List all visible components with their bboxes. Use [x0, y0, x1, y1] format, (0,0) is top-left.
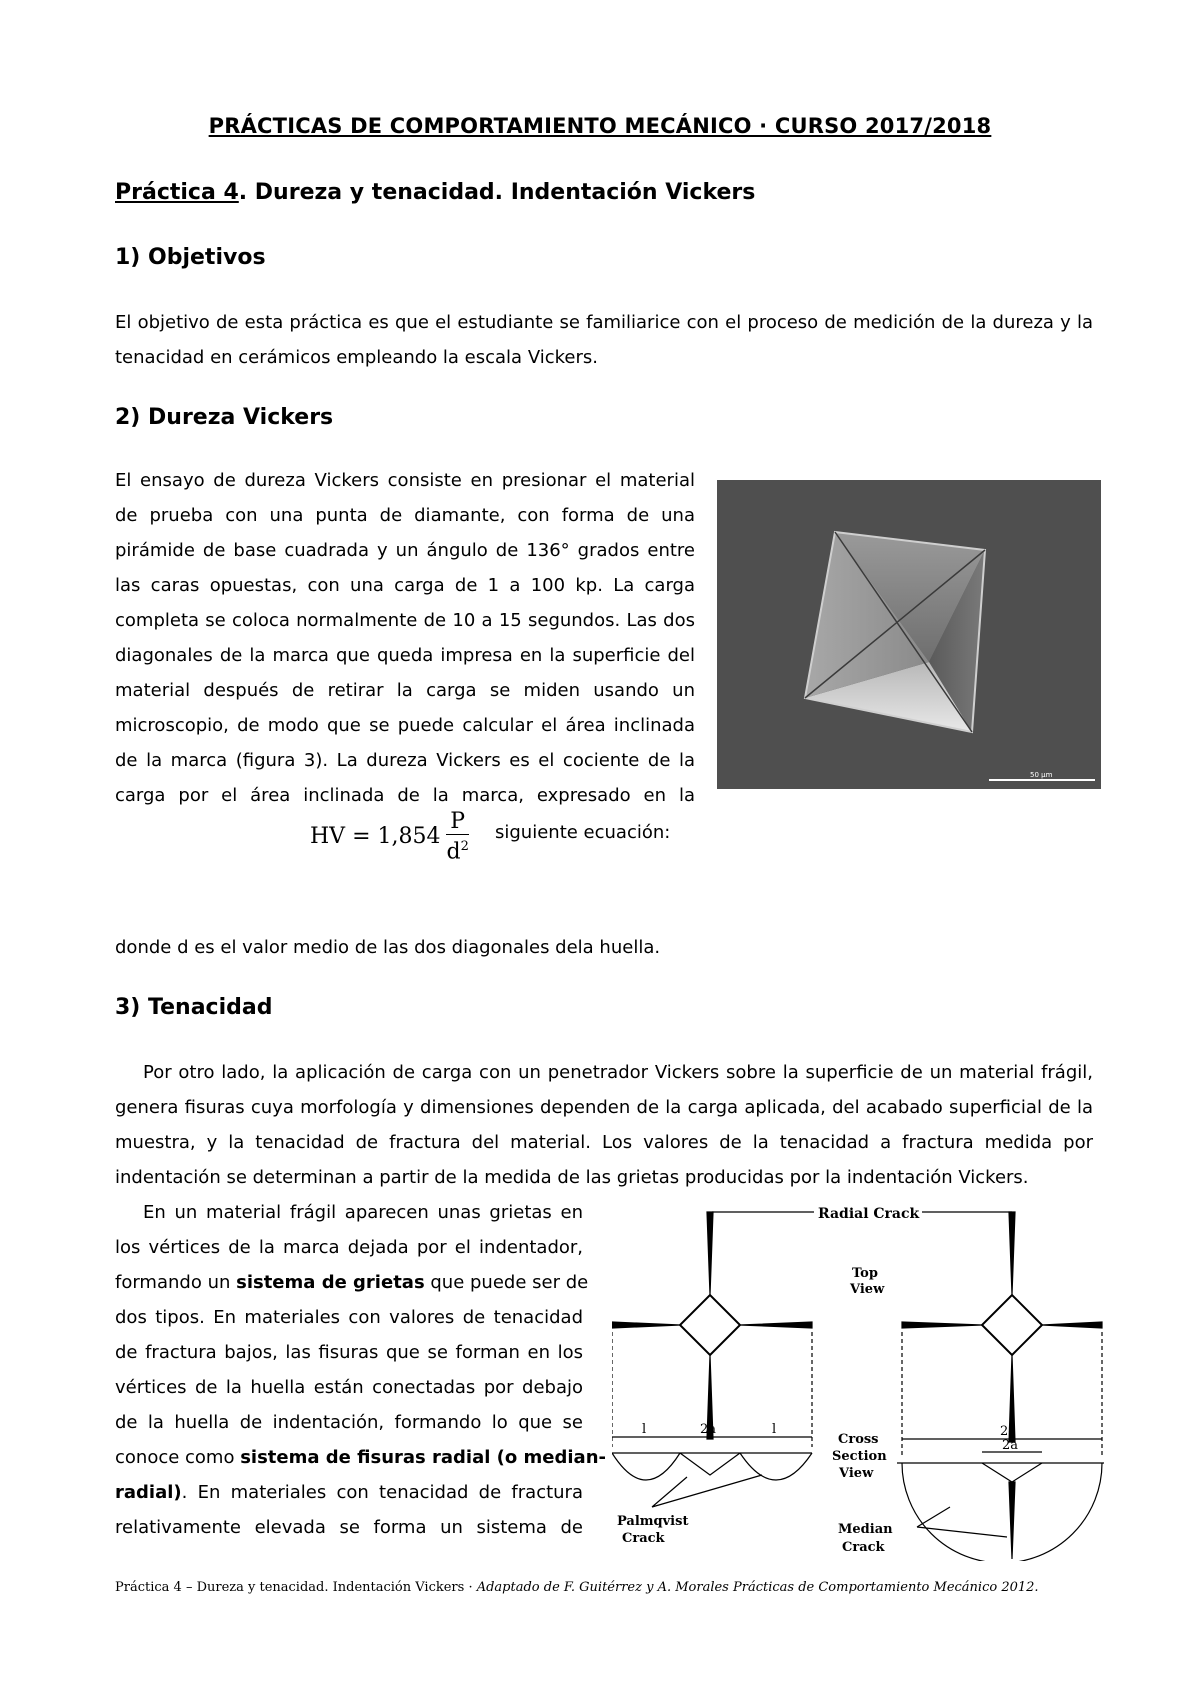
radial-cracks-left [612, 1212, 812, 1439]
label-l-right: l [772, 1422, 777, 1437]
objetivos-paragraph [115, 305, 1093, 375]
label-radial-crack: Radial Crack [818, 1207, 920, 1222]
text-line: El objetivo de esta práctica es que el estudiante se familiarice con el proceso de medición de la dureza y la [115, 312, 1093, 333]
formula-d: d [446, 839, 461, 865]
bold-term: sistema de grietas [236, 1272, 425, 1293]
text-line: indentación se determinan a partir de la medida de las grietas producidas por la indentación Vickers. [115, 1167, 1029, 1188]
label-palmqvist: Palmqvist [617, 1514, 689, 1529]
text-line [115, 1475, 583, 1510]
bold-term: sistema de fisuras radial (o median- [240, 1447, 606, 1468]
text-line: de la marca (figura 3). La dureza Vickers es el cociente de la [115, 750, 695, 771]
label-cross-view: View [839, 1466, 874, 1481]
text-line: genera fisuras cuya morfología y dimensiones dependen de la carga aplicada, del acabado superficial de la [115, 1097, 1093, 1118]
label-top: Top [852, 1266, 878, 1281]
bold-term: radial) [115, 1482, 182, 1503]
text-line: de la huella de indentación, formando lo que se [115, 1412, 583, 1433]
after-formula-text: donde d es el valor medio de las dos diagonales dela huella. [115, 937, 661, 958]
formula-exponent: 2 [460, 839, 469, 854]
text-span: que puede ser de [424, 1272, 589, 1293]
practica-heading [115, 180, 755, 205]
scale-label: 50 μm [1030, 771, 1053, 779]
footer-italic: Adaptado de F. Guitérrez y A. Morales Prácticas de Comportamiento Mecánico 2012. [476, 1580, 1039, 1595]
label-view: View [850, 1282, 885, 1297]
section-objetivos-heading: 1) Objetivos [115, 245, 266, 270]
text-line: pirámide de base cuadrada y un ángulo de 136° grados entre [115, 540, 695, 561]
palmqvist-crack-left [612, 1453, 680, 1480]
formula-numerator: P [446, 810, 468, 835]
text-span: . En materiales con tenacidad de fractura [181, 1482, 583, 1503]
equation-suffix: siguiente ecuación: [495, 822, 671, 843]
document-title: PRÁCTICAS DE COMPORTAMIENTO MECÁNICO · CURSO 2017/2018 [208, 114, 992, 138]
page-footer [115, 1580, 1039, 1595]
text-line: muestra, y la tenacidad de fractura del material. Los valores de la tenacidad a fractura medida por [115, 1132, 1093, 1153]
label-section: Section [832, 1449, 887, 1464]
vickers-indent-micrograph [717, 480, 1101, 789]
label-2c: 2c [1000, 1424, 1016, 1439]
text-line: diagonales de la marca que queda impresa en la superficie del [115, 645, 695, 666]
label-median-crack: Crack [842, 1540, 885, 1555]
section-dureza-heading: 2) Dureza Vickers [115, 405, 334, 430]
vickers-formula [310, 810, 469, 864]
label-l-left: l [642, 1422, 647, 1437]
text-line [115, 1265, 589, 1300]
formula-fraction [446, 810, 468, 864]
text-span: formando un [115, 1272, 237, 1293]
text-line: El ensayo de dureza Vickers consiste en presionar el material [115, 470, 695, 491]
footer-plain: Práctica 4 – Dureza y tenacidad. Indentación Vickers · [115, 1580, 477, 1595]
indent-right-top [982, 1295, 1042, 1355]
text-line: dos tipos. En materiales con valores de tenacidad [115, 1307, 583, 1328]
label-2a-left: 2a [700, 1422, 717, 1437]
text-line: relativamente elevada se forma un sistema de [115, 1517, 583, 1538]
indent-left-top [680, 1295, 740, 1355]
text-line: de fractura bajos, las fisuras que se forman en los [115, 1342, 583, 1363]
practica-label: Práctica 4 [115, 180, 239, 205]
text-line: tenacidad en cerámicos empleando la escala Vickers. [115, 347, 598, 368]
indent-profile-left [680, 1453, 740, 1475]
label-palmqvist-crack: Crack [622, 1531, 665, 1546]
label-cross: Cross [838, 1432, 879, 1447]
text-line: material después de retirar la carga se miden usando un [115, 680, 695, 701]
palmqvist-pointers [652, 1475, 762, 1507]
label-median: Median [838, 1522, 893, 1537]
text-line [115, 1440, 606, 1475]
text-line: las caras opuestas, con una carga de 1 a 100 kp. La carga [115, 575, 695, 596]
text-line: Por otro lado, la aplicación de carga con un penetrador Vickers sobre la superficie de un material frágil, [143, 1062, 1093, 1083]
median-crack-halfpenny [902, 1463, 1102, 1561]
text-line: completa se coloca normalmente de 10 a 15 segundos. Las dos [115, 610, 695, 631]
text-line: de prueba con una punta de diamante, con forma de una [115, 505, 695, 526]
label-2a-right: 2a [1002, 1438, 1019, 1453]
text-line: carga por el área inclinada de la marca, expresado en la [115, 785, 695, 806]
practica-title: . Dureza y tenacidad. Indentación Vickers [238, 180, 756, 205]
radial-cracks-right [902, 1212, 1102, 1442]
palmqvist-crack-right [740, 1453, 812, 1480]
text-line: los vértices de la marca dejada por el indentador, [115, 1237, 583, 1258]
tenacidad-paragraph-2 [115, 1195, 606, 1545]
formula-denominator [446, 835, 468, 864]
section-tenacidad-heading: 3) Tenacidad [115, 995, 273, 1020]
tenacidad-paragraph-1 [115, 1055, 1093, 1195]
text-line: vértices de la huella están conectadas por debajo [115, 1377, 583, 1398]
text-span: conoce como [115, 1447, 241, 1468]
median-crack-line [1009, 1482, 1015, 1559]
crack-system-diagram [612, 1207, 1104, 1561]
text-line: En un material frágil aparecen unas grietas en [143, 1202, 583, 1223]
formula-lhs: HV = 1,854 [310, 824, 441, 850]
text-line: microscopio, de modo que se puede calcular el área inclinada [115, 715, 695, 736]
dureza-paragraph [115, 463, 695, 813]
indent-profile-right [982, 1463, 1042, 1482]
